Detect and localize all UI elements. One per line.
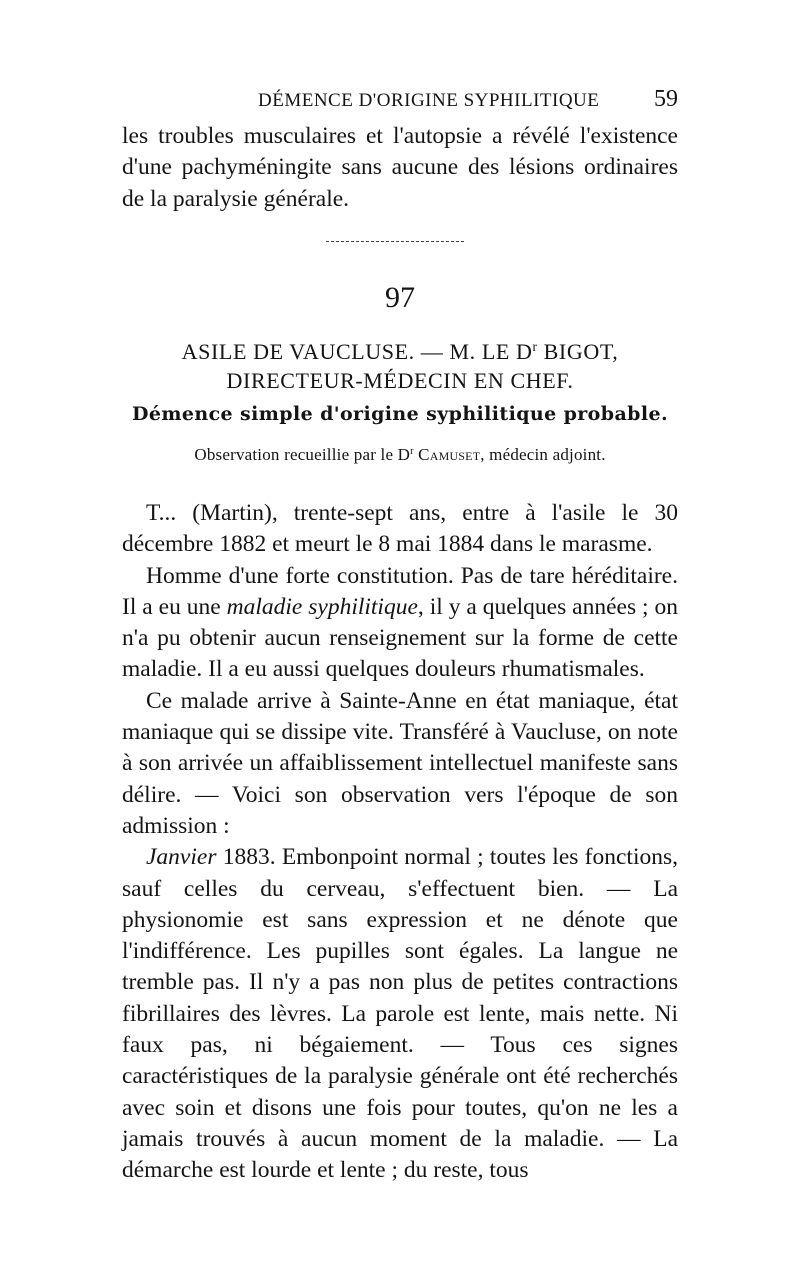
paragraph-2-start: Homme d'une forte constitution. Pas de tare héréditaire. Il a eu une — [122, 562, 678, 620]
observation-name: Camuset — [413, 445, 481, 464]
observation-superscript: r — [410, 445, 414, 457]
observation-note — [0, 445, 800, 465]
heading-line1-superscript: r — [532, 339, 538, 355]
page-number: 59 — [654, 86, 678, 112]
running-title: DÉMENCE D'ORIGINE SYPHILITIQUE — [258, 90, 600, 111]
paragraph-3: Ce malade arrive à Sainte-Anne en état maniaque, état maniaque qui se dissipe vite. Transféré à Vaucluse, on note à son arrivée un affaiblissement intellectuel manifeste sans délire. — Voici son observation vers l'époque de son admission : — [122, 687, 678, 839]
case-subtitle: Démence simple d'origine syphilitique probable. — [132, 403, 668, 425]
carry-over-paragraph: les troubles musculaires et l'autopsie a révélé l'existence d'une pachyméningite sans aucune des lésions ordinaires de la paralysie générale. — [122, 123, 678, 212]
paragraph-2 — [122, 561, 678, 686]
section-divider — [326, 241, 464, 242]
case-heading-line2: DIRECTEUR-MÉDECIN EN CHEF. — [226, 368, 574, 393]
paragraph-4-date: Janvier — [146, 844, 217, 871]
case-heading-line1 — [0, 339, 800, 365]
paragraph-4 — [122, 842, 678, 1186]
body-text — [122, 498, 678, 1187]
paragraph-4-text: 1883. Embonpoint normal ; toutes les fonctions, sauf celles du cerveau, s'effectuent bien. — La physionomie est sans expression et ne dénote que l'indifférence. Les pupilles sont égales. La langue ne tremble pas. Il n'y a pas non plus de petites contractions fibrillaires des lèvres. La parole est lente, mais nette. Ni faux pas, ni bégaiement. — Tous ces signes caractéristiques de la paralysie générale ont été recherchés avec soin et disons une fois pour toutes, qu'on ne les a jamais trouvés à aucun moment de la maladie. — La démarche est lourde et lente ; du reste, tous — [122, 844, 678, 1184]
running-head — [122, 88, 678, 118]
observation-suffix: , médecin adjoint. — [480, 445, 606, 464]
heading-line1-text: ASILE DE VAUCLUSE. — M. LE D — [181, 339, 533, 364]
carry-over-paragraph-block — [122, 121, 678, 215]
paragraph-2-end: , il y a quelques années ; on n'a pu obtenir aucun renseignement sur la forme de cette maladie. Il a eu aussi quelques douleurs rhumatismales. — [122, 593, 678, 683]
paragraph-1: T... (Martin), trente-sept ans, entre à l'asile le 30 décembre 1882 et meurt le 8 mai 1884 dans le marasme. — [122, 500, 678, 558]
case-number: 97 — [385, 281, 415, 314]
paragraph-2-emphasis: maladie syphilitique — [226, 593, 418, 620]
heading-line1-end: BIGOT, — [537, 339, 619, 364]
observation-prefix: Observation recueillie par le D — [194, 445, 411, 464]
